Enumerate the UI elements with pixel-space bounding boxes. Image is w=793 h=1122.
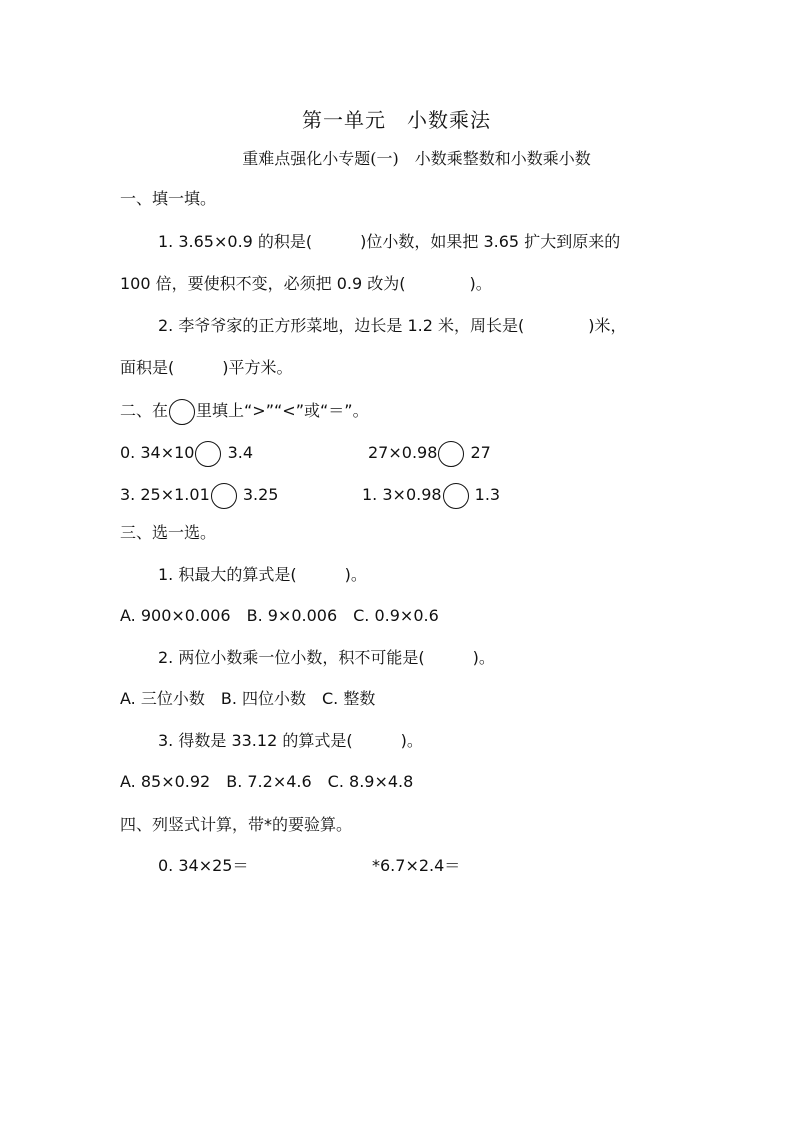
- compare-item-4: [362, 483, 500, 509]
- compare-item-right: 27: [470, 443, 491, 462]
- section2-heading-pre: 二、在: [120, 401, 169, 420]
- compare-item-left: 3. 25×1.01: [120, 485, 210, 504]
- compare-item-right: 3.4: [227, 443, 254, 462]
- section3-q2-options: A. 三位小数 B. 四位小数 C. 整数: [120, 689, 376, 708]
- section3-q1-options: A. 900×0.006 B. 9×0.006 C. 0.9×0.6: [120, 606, 439, 625]
- section3-q2: 2. 两位小数乘一位小数，积不可能是( )。: [158, 648, 495, 667]
- compare-item-right: 1.3: [474, 485, 501, 504]
- section1-q2-line2: 面积是( )平方米。: [120, 358, 293, 377]
- answer-circle-icon[interactable]: [211, 483, 237, 509]
- comparison-circle-icon: [169, 399, 195, 425]
- section1-heading: 一、填一填。: [120, 189, 217, 208]
- section1-q1-line1: 1. 3.65×0.9 的积是( )位小数，如果把 3.65 扩大到原来的: [158, 232, 621, 251]
- page-subtitle: 重难点强化小专题(一) 小数乘整数和小数乘小数: [242, 149, 591, 168]
- section3-q3: 3. 得数是 33.12 的算式是( )。: [158, 731, 423, 750]
- section4-expr-2: *6.7×2.4＝: [372, 856, 461, 875]
- page-title: 第一单元 小数乘法: [302, 108, 491, 132]
- answer-circle-icon[interactable]: [195, 441, 221, 467]
- answer-circle-icon[interactable]: [443, 483, 469, 509]
- section2-heading: [120, 399, 369, 425]
- compare-item-1: [120, 441, 253, 467]
- section4-expr-1: 0. 34×25＝: [158, 856, 249, 875]
- compare-item-2: [368, 441, 491, 467]
- compare-item-left: 27×0.98: [368, 443, 438, 462]
- compare-item-right: 3.25: [242, 485, 279, 504]
- section3-q1: 1. 积最大的算式是( )。: [158, 565, 367, 584]
- section1-q2-line1: 2. 李爷爷家的正方形菜地，边长是 1.2 米，周长是( )米，: [158, 316, 627, 335]
- section2-heading-post: 里填上“>”“<”或“＝”。: [196, 401, 369, 420]
- compare-item-left: 0. 34×10: [120, 443, 195, 462]
- section4-heading: 四、列竖式计算，带*的要验算。: [120, 815, 353, 834]
- compare-item-3: [120, 483, 278, 509]
- section3-q3-options: A. 85×0.92 B. 7.2×4.6 C. 8.9×4.8: [120, 772, 414, 791]
- section1-q1-line2: 100 倍，要使积不变，必须把 0.9 改为( )。: [120, 274, 492, 293]
- answer-circle-icon[interactable]: [438, 441, 464, 467]
- compare-item-left: 1. 3×0.98: [362, 485, 442, 504]
- section3-heading: 三、选一选。: [120, 523, 217, 542]
